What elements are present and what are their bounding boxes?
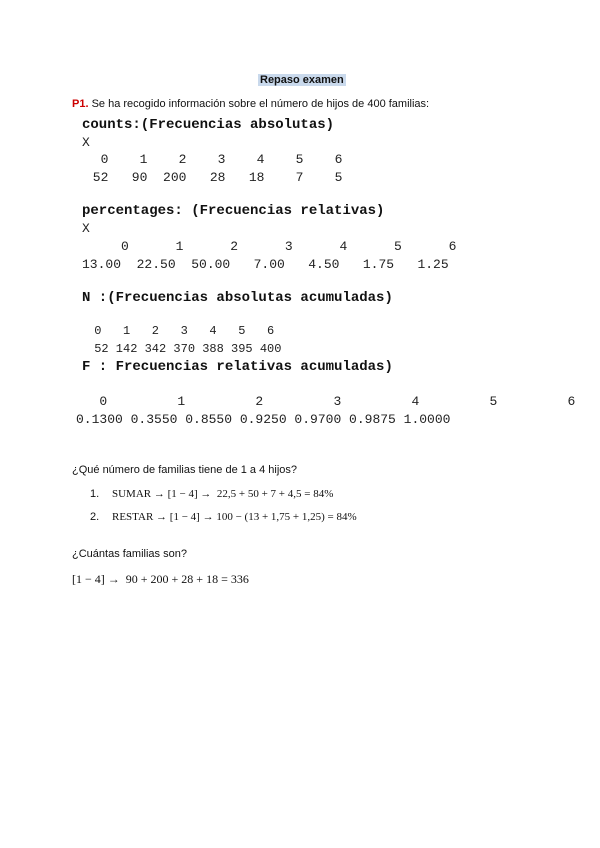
cum-rel-labels: 0 1 2 3 4 5 6 [76, 394, 576, 409]
method-number: 2. [90, 511, 100, 523]
problem-text: Se ha recogido información sobre el número de hijos de 400 familias: [88, 98, 430, 110]
cum-abs-values: 52 142 342 370 388 395 400 [87, 342, 282, 356]
counts-labels: 0 1 2 3 4 5 6 [85, 152, 343, 167]
problem-statement [72, 98, 429, 110]
method-text: RESTAR → [1 − 4] → 100 − (13 + 1,75 + 1,25) = 84% [112, 511, 357, 523]
cum-abs-header: N :(Frecuencias absolutas acumuladas) [82, 290, 393, 306]
cum-rel-header: F : Frecuencias relativas acumuladas) [82, 359, 393, 375]
answer-two: [1 − 4] → 90 + 200 + 28 + 18 = 336 [72, 572, 249, 586]
method-text: SUMAR → [1 − 4] → 22,5 + 50 + 7 + 4,5 = 84% [112, 488, 334, 500]
counts-var: X [82, 135, 90, 150]
question-one: ¿Qué número de familias tiene de 1 a 4 hijos? [72, 464, 298, 476]
page-title: Repaso examen [260, 74, 344, 86]
cum-rel-values: 0.1300 0.3550 0.8550 0.9250 0.9700 0.9875 1.0000 [76, 412, 451, 427]
percentages-var: X [82, 221, 90, 236]
percentages-values: 13.00 22.50 50.00 7.00 4.50 1.75 1.25 [82, 257, 449, 272]
percentages-header: percentages: (Frecuencias relativas) [82, 203, 385, 219]
counts-header: counts:(Frecuencias absolutas) [82, 117, 335, 133]
percentages-labels: 0 1 2 3 4 5 6 [82, 239, 457, 254]
method-number: 1. [90, 488, 100, 500]
method-item [90, 488, 333, 500]
method-item [90, 511, 357, 523]
counts-values: 52 90 200 28 18 7 5 [85, 170, 343, 185]
problem-tag: P1. [72, 98, 89, 110]
cum-abs-labels: 0 1 2 3 4 5 6 [87, 324, 275, 338]
question-two: ¿Cuántas familias son? [72, 548, 187, 560]
